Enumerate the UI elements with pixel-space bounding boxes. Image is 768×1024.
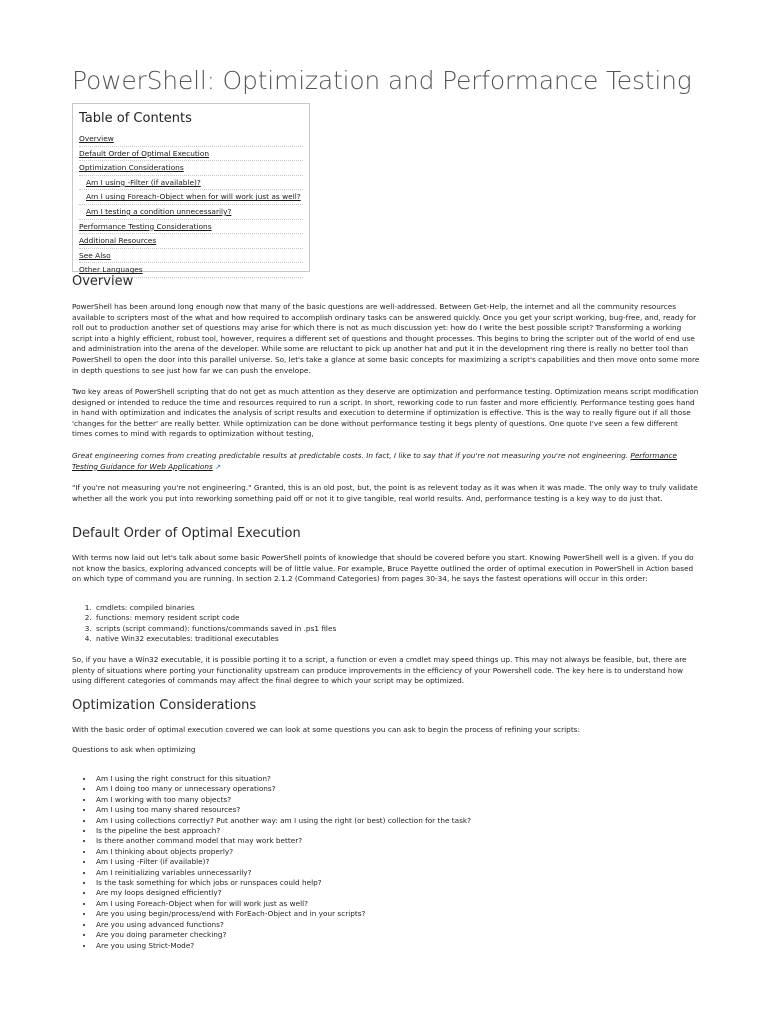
list-item: 4. native Win32 executables: traditional executables — [94, 634, 694, 644]
list-item: • Am I using -Filter (if available)? — [94, 857, 694, 867]
toc-link[interactable]: Am I using -Filter (if available)? — [86, 177, 201, 187]
list-item: • Am I working with too many objects? — [94, 795, 694, 805]
toc-item — [79, 147, 303, 162]
list-item: • Are you doing parameter checking? — [94, 930, 694, 940]
toc-list — [79, 132, 303, 278]
overview-paragraph-2: Two key areas of PowerShell scripting that do not get as much attention as they deserve are optimization and performance testing. Optimization means script modification designed or intended to reduce the time and resources required to run a script. In short, reworking code to run faster and more efficiently. Performance testing goes hand in hand with optimization and indicates the analysis of script results and execution to determine if optimization is effective. This is the way to really figure out if all those 'changes for the better' are really better. While optimization can be done without performance testing it begs plenty of questions. One quote I've seen a few different times comes to mind with regards to optimization without testing, — [72, 387, 699, 439]
toc-item — [79, 234, 303, 249]
toc-item — [79, 220, 303, 235]
external-link-icon: ↗ — [215, 462, 221, 471]
section-heading-overview: Overview — [72, 274, 134, 289]
toc-link[interactable]: Performance Testing Considerations — [79, 221, 212, 231]
list-item: • Are my loops designed efficiently? — [94, 888, 694, 898]
table-of-contents — [72, 103, 310, 275]
optimization-paragraph-1: With the basic order of optimal execution covered we can look at some questions you can ask to begin the process of refining your scripts: — [72, 725, 580, 734]
quote-paragraph — [72, 451, 700, 472]
toc-link[interactable]: Am I using Foreach-Object when for will work just as well? — [86, 192, 301, 202]
list-item: • Am I using collections correctly? Put another way: am I using the right (or best) collection for the task? — [94, 816, 694, 826]
list-item: • Am I using too many shared resources? — [94, 805, 694, 815]
toc-link[interactable]: Additional Resources — [79, 236, 157, 246]
section-heading-default-order: Default Order of Optimal Execution — [72, 526, 301, 541]
page-title: PowerShell: Optimization and Performance Testing — [72, 66, 692, 95]
list-item: • Are you using begin/process/end with ForEach-Object and in your scripts? — [94, 909, 694, 919]
list-item: 3. scripts (script command): functions/commands saved in .ps1 files — [94, 624, 694, 634]
toc-item — [79, 190, 303, 205]
list-item: • Am I reinitializing variables unnecessarily? — [94, 868, 694, 878]
overview-paragraph-3: "If you're not measuring you're not engineering." Granted, this is an old post, but, the point is as relevent today as it was when it was made. The only way to truly validate whether all the work you put into reworking something paid off or not it to give tangible, real world results. And, performance testing is a key way to do just that. — [72, 483, 698, 503]
default-order-paragraph-2: So, if you have a Win32 executable, it is possible porting it to a script, a function or even a cmdlet may speed things up. This may not always be feasible, but, there are plenty of situations where porting your functionality upstream can produce improvements in the efficiency of your Powershell code. The key here is to understand how using different categories of commands may affect the final degree to which your script may be optimized. — [72, 655, 687, 686]
toc-link[interactable]: Optimization Considerations — [79, 163, 184, 173]
performance-testing-guidance-link[interactable]: Performance Testing Guidance for Web Applications — [72, 451, 678, 471]
toc-item — [79, 132, 303, 147]
toc-link[interactable]: Am I testing a condition unnecessarily? — [86, 206, 232, 216]
toc-item — [79, 176, 303, 191]
toc-link[interactable]: Other Languages — [79, 265, 143, 275]
toc-link[interactable]: Default Order of Optimal Execution — [79, 148, 210, 158]
list-item: • Am I using Foreach-Object when for will work just as well? — [94, 899, 694, 909]
toc-item — [79, 205, 303, 220]
toc-item — [79, 161, 303, 176]
toc-link[interactable]: See Also — [79, 250, 111, 260]
list-item: 2. functions: memory resident script code — [94, 613, 694, 623]
default-order-paragraph-1: With terms now laid out let's talk about some basic PowerShell points of knowledge that should be covered before you start. Knowing PowerShell well is a given. If you do not know the basics, exploring advanced concepts will be of little value. For example, Bruce Payette outlined the order of optimal execution in PowerShell in Action based on which type of command you are running. In section 2.1.2 (Command Categories) from pages 30-34, he says the fastest operations will occur in this order: — [72, 553, 694, 584]
list-item: • Is the pipeline the best approach? — [94, 826, 694, 836]
toc-item — [79, 249, 303, 264]
toc-heading: Table of Contents — [79, 111, 192, 126]
list-item: • Am I doing too many or unnecessary operations? — [94, 784, 694, 794]
list-item: • Are you using Strict-Mode? — [94, 941, 694, 951]
quote-text: Great engineering comes from creating predictable results at predictable costs. In fact, I like to say that if you're not measuring you're not engineering. — [72, 451, 629, 460]
list-item: • Am I thinking about objects properly? — [94, 847, 694, 857]
optimization-questions-list — [72, 774, 694, 951]
list-item: • Is there another command model that may work better? — [94, 836, 694, 846]
overview-paragraph-1: PowerShell has been around long enough now that many of the basic questions are well-addressed. Between Get-Help, the internet and all the community resources available to scripters most of the what and how required to accomplish ordinary tasks can be answered quickly. Once you get your script working, bug-free, and, ready for roll out to production another set of questions may arise for which there is not as much discussion yet: how do I write the best possible script? Transforming a working script into a highly efficient, robust tool, however, requires a different set of questions and thought processes. This begins to bring the scripter out of the world of end use and administration into the arena of the developer. While some are reluctant to pick up another hat and put it in the development ring there is really no better tool than PowerShell to open the door into this parallel universe. So, let's take a glance at some basic concepts for maximizing a script's capabilities and then move onto some more in depth questions to see just how far we can push the envelope. — [72, 302, 700, 375]
list-item: • Is the task something for which jobs or runspaces could help? — [94, 878, 694, 888]
section-heading-optimization: Optimization Considerations — [72, 698, 257, 713]
list-item: 1. cmdlets: compiled binaries — [94, 603, 694, 613]
execution-order-list — [72, 603, 694, 645]
list-item: • Am I using the right construct for this situation? — [94, 774, 694, 784]
list-item: • Are you using advanced functions? — [94, 920, 694, 930]
optimization-paragraph-2: Questions to ask when optimizing — [72, 745, 196, 754]
toc-link[interactable]: Overview — [79, 134, 114, 143]
